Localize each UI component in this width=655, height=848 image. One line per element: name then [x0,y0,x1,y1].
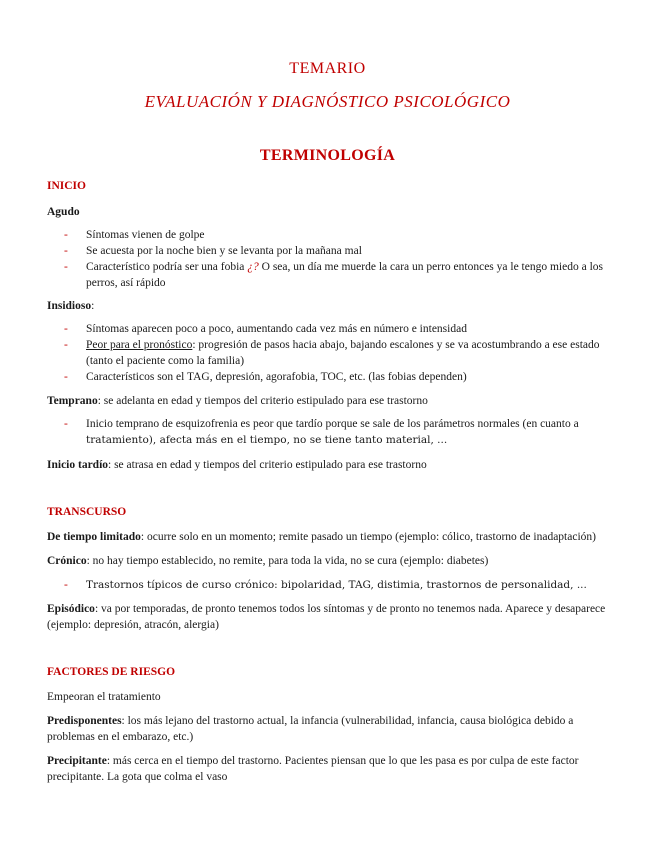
para-temprano: Temprano: se adelanta en edad y tiempos del criterio estipulado para ese trastorno [47,395,428,407]
bullet-dash: - [64,579,68,591]
list-item: - Síntomas vienen de golpe [64,229,205,241]
list-item: - Característicos son el TAG, depresión, agorafobia, TOC, etc. (las fobias dependen) [64,371,467,383]
para-tiempo-limitado: De tiempo limitado: ocurre solo en un momento; remite pasado un tiempo (ejemplo: cólico, trastorno de inadaptación) [47,531,596,543]
bullet-dash: - [64,371,68,383]
bullet-dash: - [64,323,68,335]
doc-subtitle: EVALUACIÓN Y DIAGNÓSTICO PSICOLÓGICO [144,92,511,111]
list-agudo [64,227,612,291]
heading-inicio: INICIO [47,180,86,192]
bullet-dash: - [64,339,68,351]
para-insidioso: Insidioso: [47,300,95,312]
bullet-dash: - [64,245,68,257]
heading-transcurso: TRANSCURSO [47,506,127,518]
list-item: - Inicio temprano de esquizofrenia es peor que tardío porque se sale de los parámetros normales (en cuanto a tratamiento), afecta más en el tiempo, no se tiene tanto material, ... [64,418,579,446]
label-agudo: Agudo [47,206,80,218]
list-cronico [64,577,612,593]
para-precipitante: Precipitante: más cerca en el tiempo del trastorno. Pacientes piensan que lo que les pasa es por culpa de este factor precipitante. La gota que colma el vaso [47,755,579,783]
list-temprano [64,416,612,448]
doc-title: TEMARIO [289,60,366,77]
list-item: - Característico podría ser una fobia ¿? O sea, un día me muerde la cara un perro entonces ya le tengo miedo a los perros, así rápido [64,261,603,289]
question-marks: ¿? [247,261,259,273]
list-item: - Peor para el pronóstico: progresión de pasos hacia abajo, bajando escalones y se va acostumbrando a ese estado (tanto el paciente como la familia) [64,339,600,367]
section-title: TERMINOLOGÍA [259,147,396,164]
list-insidioso [64,321,612,385]
list-item: - Trastornos típicos de curso crónico: bipolaridad, TAG, distimia, trastornos de personalidad, ... [64,579,587,591]
bullet-dash: - [64,229,68,241]
bullet-dash: - [64,418,68,430]
para-tardio: Inicio tardío: se atrasa en edad y tiempos del criterio estipulado para ese trastorno [47,459,427,471]
para-intro-riesgo: Empeoran el tratamiento [47,691,161,703]
heading-factores-riesgo: FACTORES DE RIESGO [47,666,176,678]
bullet-dash: - [64,261,68,273]
list-item: - Síntomas aparecen poco a poco, aumentando cada vez más en número e intensidad [64,323,467,335]
para-episodico: Episódico: va por temporadas, de pronto tenemos todos los síntomas y de pronto no tenemos nada. Aparece y desaparece (ejemplo: depresión, atracón, alergia) [47,603,606,631]
para-cronico: Crónico: no hay tiempo establecido, no remite, para toda la vida, no se cura (ejemplo: diabetes) [47,555,489,567]
para-predisponentes: Predisponentes: los más lejano del trastorno actual, la infancia (vulnerabilidad, infancia, causa biológica debido a problemas en el embarazo, etc.) [47,715,574,743]
list-item: - Se acuesta por la noche bien y se levanta por la mañana mal [64,245,362,257]
